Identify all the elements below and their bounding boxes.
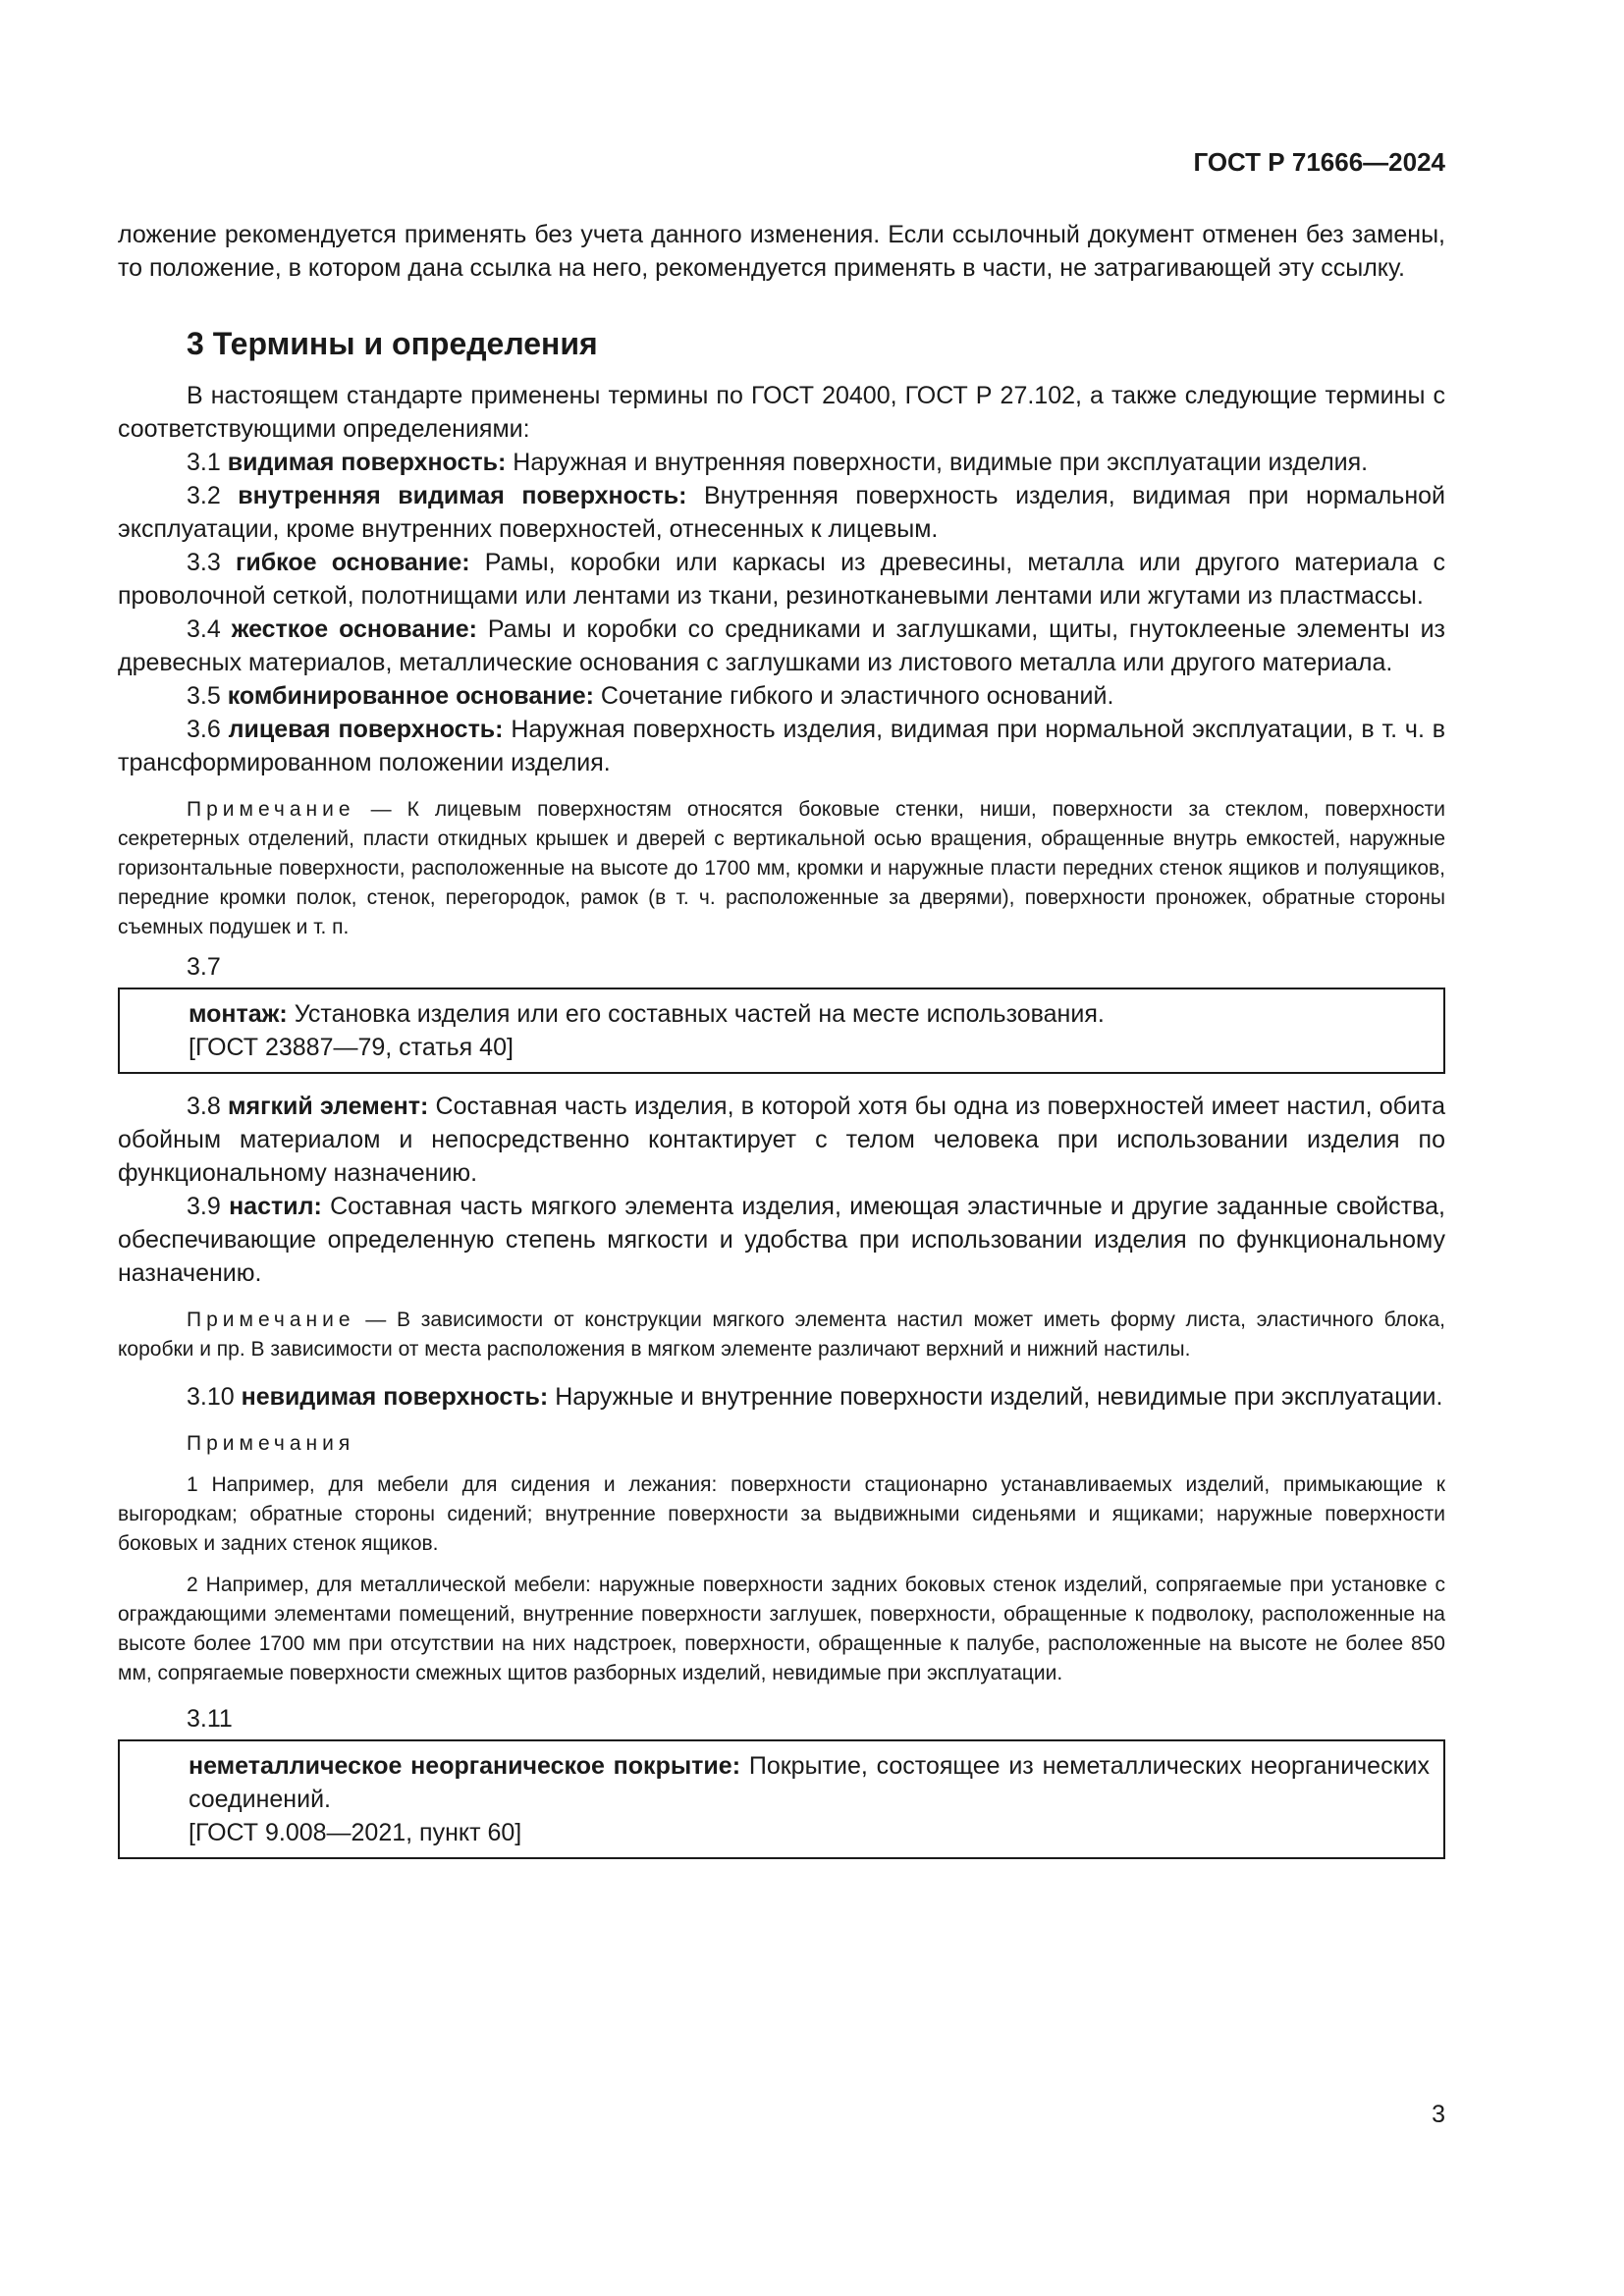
note-3-10-2: 2 Например, для металлической мебели: наружные поверхности задних боковых стенок изделий, сопрягаемые при установке с ограждающими элементами помещений, внутренние поверхности заглушек, поверхности, обращенные к подволоку, расположенные на высоте более 1700 мм при отсутствии на них надстроек, поверхности, обращенные к палубе, расположенные на высоте не более 850 мм, сопрягаемые поверхности смежных щитов разборных изделий, невидимые при эксплуатации. <box>118 1574 1445 1684</box>
section-title: 3 Термины и определения <box>187 326 598 361</box>
page-number: 3 <box>1432 2101 1445 2128</box>
term-3-7 <box>120 997 1430 1031</box>
term-definition: Наружные и внутренние поверхности изделий, невидимые при эксплуатации. <box>555 1383 1443 1411</box>
term-name: мягкий элемент: <box>227 1093 429 1120</box>
note-label: Примечание <box>187 1308 355 1331</box>
term-name: настил: <box>229 1193 322 1220</box>
note-text: — В зависимости от конструкции мягкого элемента настил может иметь форму листа, эластичного блока, коробки и пр. В зависимости от места расположения в мягком элементе различают верхний и нижний настилы. <box>118 1308 1445 1361</box>
term-definition: Внутренняя поверхность изделия, видимая при нормальной эксплуатации, кроме внутренних поверхностей, отнесенных к лицевым. <box>118 482 1445 543</box>
term-name: видимая поверхность: <box>227 449 507 476</box>
note-3-10-1: 1 Например, для мебели для сидения и лежания: поверхности стационарно устанавливаемых изделий, примыкающие к выгородкам; обратные стороны сидений; внутренние поверхности за выдвижными сиденьями и ящиками; наружные поверхности боковых и задних стенок ящиков. <box>118 1473 1445 1555</box>
term-3-7-number: 3.7 <box>187 953 221 981</box>
section-intro: В настоящем стандарте применены термины по ГОСТ 20400, ГОСТ Р 27.102, а также следующие термины с соответствующими определениями: <box>118 382 1445 443</box>
term-source: [ГОСТ 9.008—2021, пункт 60] <box>189 1819 522 1846</box>
term-definition: Установка изделия или его составных частей на месте использования. <box>294 1000 1105 1028</box>
note-label: Примечание <box>187 798 355 821</box>
term-definition: Составная часть изделия, в которой хотя бы одна из поверхностей имеет настил, обита обойным материалом и непосредственно контактирует с телом человека при использовании изделия по функциональному назначению. <box>118 1093 1445 1187</box>
term-3-2 <box>118 479 1445 546</box>
term-name: комбинированное основание: <box>227 682 594 710</box>
page-content <box>118 218 1445 1859</box>
term-3-11-number: 3.11 <box>187 1705 233 1733</box>
document-code: ГОСТ Р 71666—2024 <box>1193 147 1445 177</box>
term-number: 3.3 <box>187 549 221 576</box>
term-name: лицевая поверхность: <box>228 716 504 743</box>
term-name: монтаж: <box>189 1000 288 1028</box>
term-definition: Наружная и внутренняя поверхности, видимые при эксплуатации изделия. <box>513 449 1369 476</box>
term-3-7-box <box>118 988 1445 1074</box>
term-number: 3.2 <box>187 482 221 509</box>
term-3-9 <box>118 1190 1445 1290</box>
note-3-6 <box>118 795 1445 942</box>
term-definition: Рамы и коробки со средниками и заглушками, щиты, гнутоклееные элементы из древесных материалов, металлические основания с заглушками из листового металла или другого материала. <box>118 615 1445 676</box>
notes-label: Примечания <box>187 1432 355 1455</box>
term-name: гибкое основание: <box>235 549 470 576</box>
term-name: внутренняя видимая поверхность: <box>238 482 687 509</box>
term-definition: Сочетание гибкого и эластичного оснований. <box>600 682 1114 710</box>
term-3-11-box <box>118 1739 1445 1859</box>
term-source: [ГОСТ 23887—79, статья 40] <box>189 1034 514 1061</box>
term-definition: Рамы, коробки или каркасы из древесины, металла или другого материала с проволочной сеткой, полотнищами или лентами из ткани, резинотканевыми лентами или жгутами из пластмассы. <box>118 549 1445 610</box>
term-number: 3.9 <box>187 1193 221 1220</box>
term-number: 3.6 <box>187 716 221 743</box>
term-3-11 <box>120 1749 1430 1816</box>
term-3-6 <box>118 713 1445 779</box>
note-text: — К лицевым поверхностям относятся боковые стенки, ниши, поверхности за стеклом, поверхности секретерных отделений, пласти откидных крышек и дверей с вертикальной осью вращения, обращенные внутрь емкостей, наружные горизонтальные поверхности, расположенные на высоте до 1700 мм, кромки и наружные пласти передних стенок ящиков и полуящиков, передние кромки полок, стенок, перегородок, рамок (в т. ч. расположенные за дверями), поверхности проножек, обратные стороны съемных подушек и т. п. <box>118 798 1445 938</box>
term-name: невидимая поверхность: <box>241 1383 549 1411</box>
term-number: 3.4 <box>187 615 221 643</box>
note-3-9 <box>118 1306 1445 1364</box>
term-number: 3.8 <box>187 1093 221 1120</box>
term-definition: Наружная поверхность изделия, видимая при нормальной эксплуатации, в т. ч. в трансформированном положении изделия. <box>118 716 1446 776</box>
intro-continuation: ложение рекомендуется применять без учета данного изменения. Если ссылочный документ отменен без замены, то положение, в котором дана ссылка на него, рекомендуется применять в части, не затрагивающей эту ссылку. <box>118 221 1445 282</box>
term-number: 3.1 <box>187 449 221 476</box>
term-3-3 <box>118 546 1445 613</box>
term-name: неметаллическое неорганическое покрытие: <box>189 1752 741 1780</box>
term-name: жесткое основание: <box>231 615 477 643</box>
term-3-4 <box>118 613 1445 679</box>
term-number: 3.10 <box>187 1383 235 1411</box>
term-3-10 <box>118 1380 1445 1414</box>
term-number: 3.5 <box>187 682 221 710</box>
term-3-8 <box>118 1090 1445 1190</box>
term-3-1 <box>118 446 1445 479</box>
term-definition: Покрытие, состоящее из неметаллических неорганических соединений. <box>189 1752 1430 1813</box>
term-3-5 <box>118 679 1445 713</box>
term-definition: Составная часть мягкого элемента изделия, имеющая эластичные и другие заданные свойства, обеспечивающие определенную степень мягкости и удобства при использовании изделия по функциональному назначению. <box>118 1193 1445 1287</box>
